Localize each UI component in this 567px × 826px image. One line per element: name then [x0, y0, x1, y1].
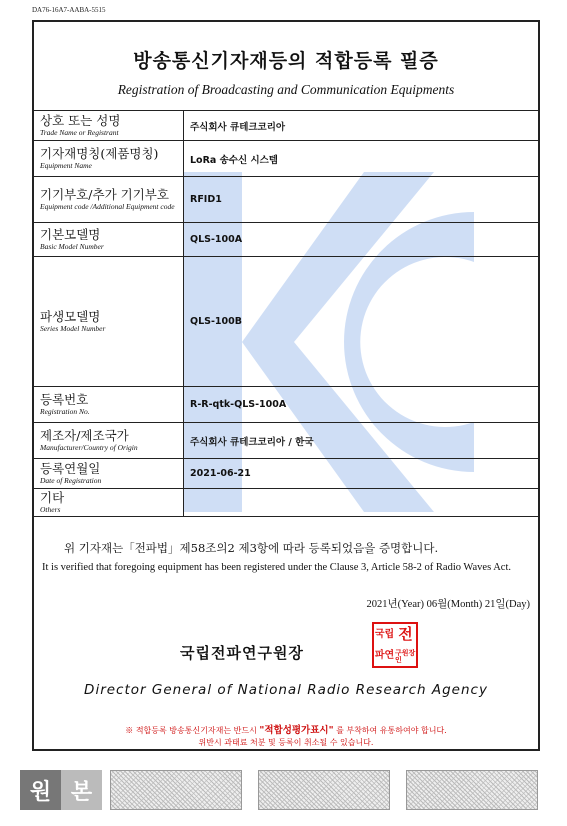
security-code-1	[110, 770, 242, 810]
security-code-2	[258, 770, 390, 810]
label-en: Registration No.	[40, 407, 90, 416]
label-en: Equipment code /Additional Equipment code	[40, 202, 175, 211]
row-equipment-name	[34, 141, 538, 177]
label-ko: 등록연월일	[40, 461, 101, 476]
seal-char: 파연	[374, 649, 395, 661]
label-en: Series Model Number	[40, 324, 106, 333]
document-id: DA76-16A7-AABA-5515	[32, 6, 106, 14]
seal-char: 전	[398, 625, 413, 643]
label-ko: 기자재명칭(제품명칭)	[40, 146, 159, 161]
value-others	[184, 489, 538, 516]
label-ko: 상호 또는 성명	[40, 113, 121, 128]
value-registration-no: R-R-qtk-QLS-100A	[190, 399, 287, 410]
official-seal-icon	[372, 622, 418, 668]
certification-text-en: It is verified that foregoing equipment has been registered under the Clause 3, Article 58-2 of Radio Waves Act.	[42, 562, 511, 573]
issue-date: 2021년(Year) 06월(Month) 21일(Day)	[366, 599, 530, 610]
value-manufacturer: 주식회사 큐테크코리아 / 한국	[190, 436, 314, 448]
certificate-frame	[32, 20, 540, 751]
registration-table	[34, 110, 538, 517]
stamp-left: 원	[20, 770, 61, 810]
label-en: Others	[40, 505, 61, 514]
label-ko: 제조자/제조국가	[40, 428, 129, 443]
certification-text-ko: 위 기자재는「전파법」제58조의2 제3항에 따라 등록되었음을 증명합니다.	[64, 541, 439, 555]
stamp-right: 본	[61, 770, 102, 810]
notice-highlight: "적합성평가표시"	[259, 725, 334, 736]
row-manufacturer	[34, 423, 538, 459]
director-title-ko: 국립전파연구원장	[180, 644, 304, 662]
row-basic-model	[34, 223, 538, 257]
label-en: Basic Model Number	[40, 242, 104, 251]
title-english: Registration of Broadcasting and Communication Equipments	[117, 82, 455, 97]
row-trade-name	[34, 111, 538, 141]
label-ko: 기본모델명	[40, 227, 101, 242]
notice-suffix: 를 부착하여 유통하여야 합니다.	[336, 726, 447, 735]
seal-char: 구원장인	[395, 647, 416, 664]
seal-char: 국립	[374, 628, 395, 640]
row-registration-no	[34, 387, 538, 423]
value-series-model: QLS-100B	[190, 316, 242, 327]
value-trade-name: 주식회사 큐테크코리아	[190, 121, 286, 133]
notice-line-2: 위반시 과태료 처분 및 등록이 취소될 수 있습니다.	[198, 738, 374, 747]
row-date-registration	[34, 459, 538, 489]
label-ko: 파생모델명	[40, 309, 101, 324]
label-en: Trade Name or Registrant	[40, 128, 119, 137]
label-ko: 등록번호	[40, 392, 89, 407]
original-stamp	[20, 770, 102, 810]
value-basic-model: QLS-100A	[190, 234, 243, 245]
title-korean: 방송통신기자재등의 적합등록 필증	[133, 50, 439, 72]
security-code-3	[406, 770, 538, 810]
value-equipment-code: RFID1	[190, 194, 222, 205]
notice-prefix: ※ 적합등록 방송통신기자재는 반드시	[125, 726, 257, 735]
notice-line-1	[34, 722, 538, 736]
director-title-en: Director General of National Radio Research Agency	[84, 682, 488, 698]
row-others	[34, 489, 538, 517]
label-ko: 기타	[40, 490, 65, 505]
label-en: Manufacturer/Country of Origin	[40, 443, 138, 452]
row-equipment-code	[34, 177, 538, 223]
label-en: Date of Registration	[40, 476, 102, 485]
value-date-registration: 2021-06-21	[190, 468, 251, 479]
label-en: Equipment Name	[40, 161, 92, 170]
value-equipment-name: LoRa 송수신 시스템	[190, 154, 278, 166]
row-series-model	[34, 257, 538, 387]
label-ko: 기기부호/추가 기기부호	[40, 187, 169, 202]
